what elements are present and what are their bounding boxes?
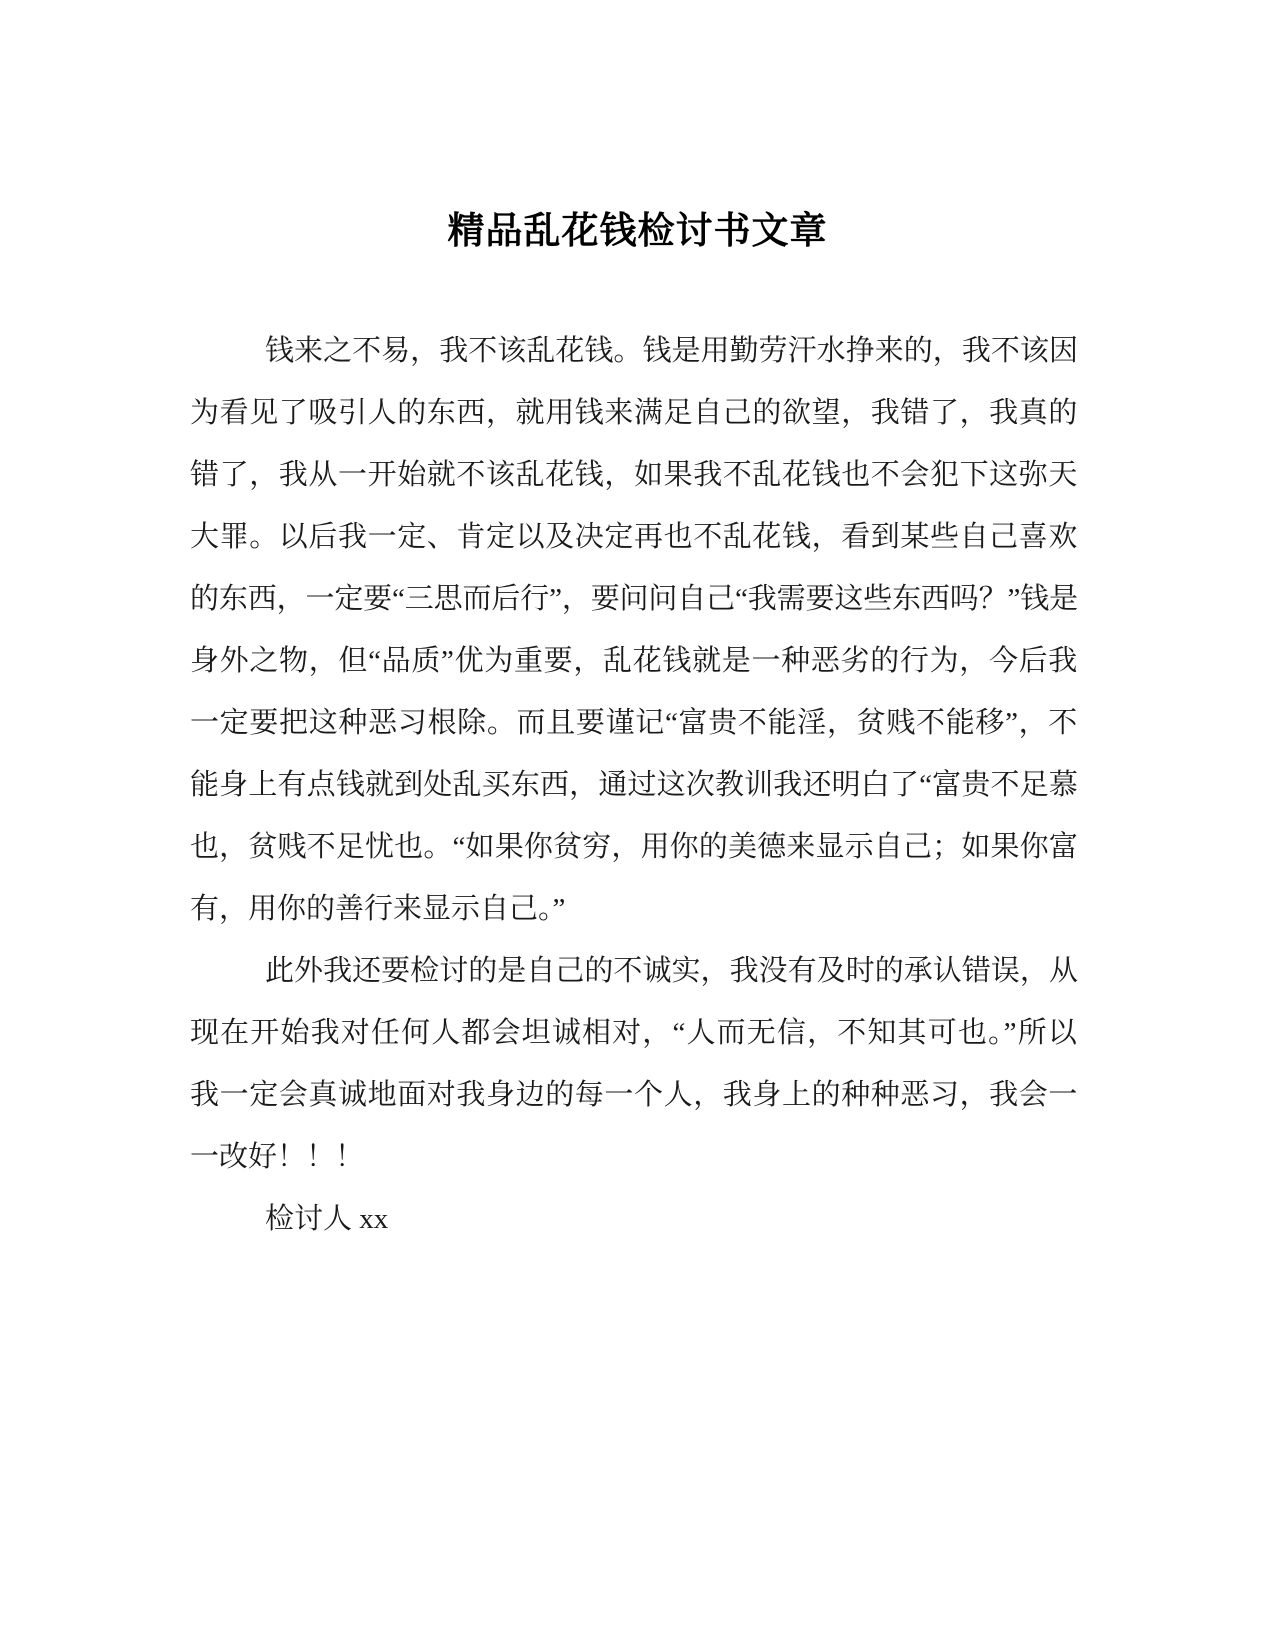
text-line: 现在开始我对任何人都会坦诚相对，“人而无信，不知其可也。”所以 (190, 1017, 1078, 1049)
text-line: 的东西，一定要“三思而后行”，要问问自己“我需要这些东西吗？”钱是 (190, 583, 1078, 615)
paragraph-1-line-1 (190, 320, 1078, 382)
paragraph-1-line-7 (190, 692, 1078, 754)
text-line: 也，贫贱不足忧也。“如果你贫穷，用你的美德来显示自己；如果你富 (190, 831, 1078, 863)
paragraph-2-line-2 (190, 1002, 1078, 1064)
paragraph-1-line-9 (190, 816, 1078, 878)
paragraph-2-line-3 (190, 1064, 1078, 1126)
text-line: 大罪。以后我一定、肯定以及决定再也不乱花钱，看到某些自己喜欢 (190, 521, 1078, 553)
paragraph-1-line-3 (190, 444, 1078, 506)
paragraph-1-line-2 (190, 382, 1078, 444)
paragraph-1-line-6 (190, 630, 1078, 692)
paragraph-1-line-10 (190, 878, 1078, 940)
paragraph-2-line-4 (190, 1126, 1078, 1188)
document-body (190, 320, 1078, 1250)
text-line: 能身上有点钱就到处乱买东西，通过这次教训我还明白了“富贵不足慕 (190, 769, 1078, 801)
paragraph-1-line-8 (190, 754, 1078, 816)
paragraph-1-line-4 (190, 506, 1078, 568)
text-line: 有，用你的善行来显示自己。” (190, 893, 566, 925)
text-line: 钱来之不易，我不该乱花钱。钱是用勤劳汗水挣来的，我不该因 (265, 335, 1078, 367)
text-line: 一定要把这种恶习根除。而且要谨记“富贵不能淫，贫贱不能移”，不 (190, 707, 1078, 739)
text-line: 为看见了吸引人的东西，就用钱来满足自己的欲望，我错了，我真的 (190, 397, 1078, 429)
paragraph-1-line-5 (190, 568, 1078, 630)
document-title: 精品乱花钱检讨书文章 (447, 210, 828, 251)
signature-text: 检讨人 xx (265, 1203, 389, 1235)
text-line: 我一定会真诚地面对我身边的每一个人，我身上的种种恶习，我会一 (190, 1079, 1078, 1111)
text-line: 此外我还要检讨的是自己的不诚实，我没有及时的承认错误，从 (265, 955, 1078, 987)
text-line: 身外之物，但“品质”优为重要，乱花钱就是一种恶劣的行为，今后我 (190, 645, 1078, 677)
signature-line (190, 1188, 1078, 1250)
text-line: 错了，我从一开始就不该乱花钱，如果我不乱花钱也不会犯下这弥天 (190, 459, 1078, 491)
paragraph-2-line-1 (190, 940, 1078, 1002)
text-line: 一改好！！！ (190, 1141, 365, 1173)
